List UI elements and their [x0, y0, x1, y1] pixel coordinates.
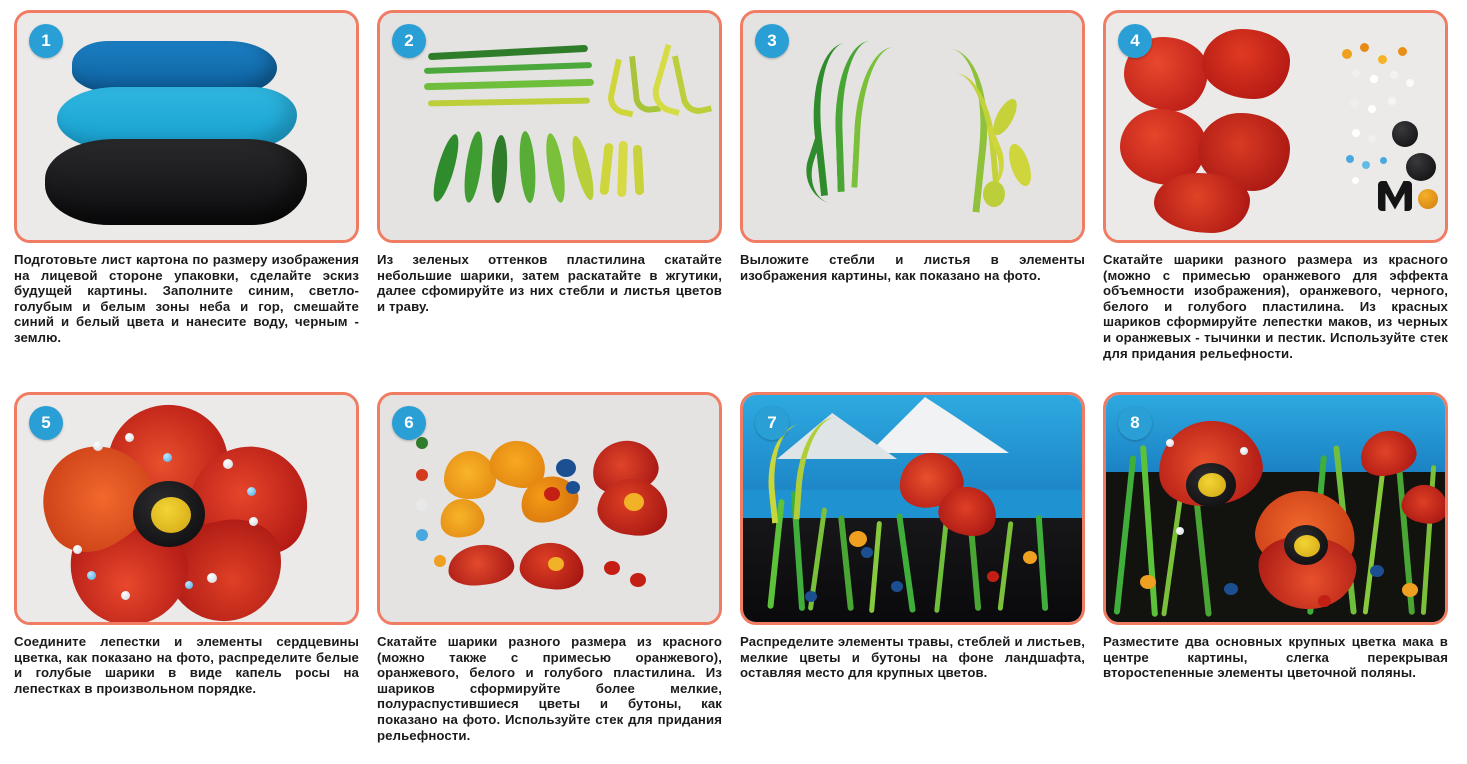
step-caption-3: Выложите стебли и листья в элементы изображения картины, как показано на фото.	[740, 252, 1085, 283]
step-2-photo-frame	[377, 10, 722, 243]
step-number-badge-4: 4	[1118, 24, 1152, 58]
step-5-photo-assembled-poppy-flower	[17, 395, 356, 622]
step-card-4	[1103, 10, 1466, 392]
step-caption-8: Разместите два основных крупных цветка мака в центре картины, слегка перекрывая второстепенные элементы цветочной поляны.	[1103, 634, 1448, 681]
step-number-badge-1: 1	[29, 24, 63, 58]
step-3-photo-frame	[740, 10, 1085, 243]
step-card-3	[740, 10, 1103, 392]
step-7-photo-landscape-with-grass-and-small-flowers	[743, 395, 1082, 622]
steps-row-bottom	[14, 392, 1466, 764]
step-card-2	[377, 10, 740, 392]
step-number-badge-2: 2	[392, 24, 426, 58]
step-number-badge-5: 5	[29, 406, 63, 440]
step-1-photo-frame	[14, 10, 359, 243]
step-number-badge-7: 7	[755, 406, 789, 440]
step-number-badge-6: 6	[392, 406, 426, 440]
step-1-photo-plasticine-sky-and-ground	[17, 13, 356, 240]
step-6-photo-small-flowers-and-buds	[380, 395, 719, 622]
step-number-badge-8: 8	[1118, 406, 1152, 440]
step-caption-2: Из зеленых оттенков пластилина скатайте небольшие шарики, затем раскатайте в жгутики, далее сфомируйте из них стебли и листья цветов и траву.	[377, 252, 722, 314]
step-card-1	[14, 10, 377, 392]
step-5-photo-frame	[14, 392, 359, 625]
step-caption-6: Скатайте шарики разного размера из красного (можно также с примесью оранжевого), оранжевого, белого и голубого пластилина. Из шариков сформируйте более мелкие, полураспустившиеся цветы и бутоны, как показано на фото. Используйте стек для придания рельефности.	[377, 634, 722, 743]
step-7-photo-frame	[740, 392, 1085, 625]
step-caption-4: Скатайте шарики разного размера из красного (можно с примесью оранжевого для эффекта объемности изображения), оранжевого, черного, белого и голубого пластилина. Из красных шариков сформируйте лепестки маков, из черных и оранжевых - тычинки и пестик. Используйте стек для придания рельефности.	[1103, 252, 1448, 361]
step-4-photo-frame	[1103, 10, 1448, 243]
step-caption-1: Подготовьте лист картона по размеру изображения на лицевой стороне упаковки, сделайте эскиз будущей картины. Заполните синим, светло-голубым и белым зоны неба и гор, смешайте синий и белый цвета и нанесите воду, черным - землю.	[14, 252, 359, 345]
step-number-badge-3: 3	[755, 24, 789, 58]
step-8-photo-frame	[1103, 392, 1448, 625]
step-caption-7: Распределите элементы травы, стеблей и листьев, мелкие цветы и бутоны на фоне ландшафта, оставляя место для крупных цветов.	[740, 634, 1085, 681]
step-card-6	[377, 392, 740, 764]
steps-row-top	[14, 10, 1466, 392]
step-card-7	[740, 392, 1103, 764]
step-3-photo-stems-laid-out	[743, 13, 1082, 240]
step-6-photo-frame	[377, 392, 722, 625]
step-card-5	[14, 392, 377, 764]
step-2-photo-green-stems-and-leaves	[380, 13, 719, 240]
step-4-photo-red-petals-and-small-balls	[1106, 13, 1445, 240]
step-8-photo-finished-poppy-picture	[1106, 395, 1445, 622]
step-caption-5: Соедините лепестки и элементы сердцевины цветка, как показано на фото, распределите белые и голубые шарики в виде капель росы на лепестках в произвольном порядке.	[14, 634, 359, 696]
step-card-8	[1103, 392, 1466, 764]
